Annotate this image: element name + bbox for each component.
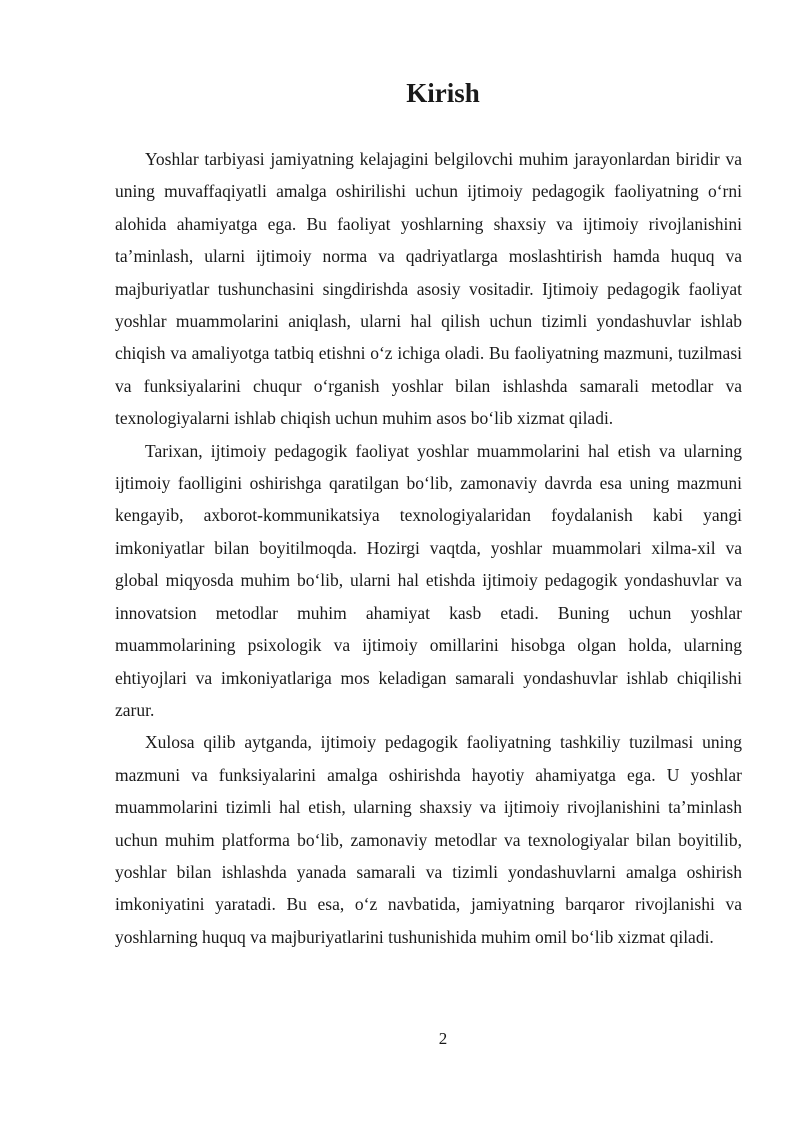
paragraph-3: Xulosa qilib aytganda, ijtimoiy pedagogik faoliyatning tashkiliy tuzilmasi uning mazmuni va funksiyalarini amalga oshirishda hayotiy ahamiyatga ega. U yoshlar muammolarini tizimli hal etish, ularning shaxsiy va ijtimoiy rivojlanishini ta’minlash uchun muhim platforma bo‘lib, zamonaviy metodlar va texnologiyalar bilan boyitilib, yoshlar bilan ishlashda yanada samarali va tizimli yondashuvlarni amalga oshirish imkoniyatini yaratadi. Bu esa, o‘z navbatida, jamiyatning barqaror rivojlanishi va yoshlarning huquq va majburiyatlarini tushunishida muhim omil bo‘lib xizmat qiladi. — [115, 732, 742, 947]
page-title: Kirish — [406, 78, 480, 108]
page-number: 2 — [438, 1029, 448, 1048]
paragraph-1: Yoshlar tarbiyasi jamiyatning kelajagini belgilovchi muhim jarayonlardan biridir va uning muvaffaqiyatli amalga oshirilishi uchun ijtimoiy pedagogik faoliyatning o‘rni alohida ahamiyatga ega. Bu faoliyat yoshlarning shaxsiy va ijtimoiy rivojlanishini ta’minlash, ularni ijtimoiy norma va qadriyatlarga moslashtirish hamda huquq va majburiyatlar tushunchasini singdirishda asosiy vositadir. Ijtimoiy pedagogik faoliyat yoshlar muammolarini aniqlash, ularni hal qilish uchun tizimli yondashuvlar ishlab chiqish va amaliyotga tatbiq etishni o‘z ichiga oladi. Bu faoliyatning mazmuni, tuzilmasi va funksiyalarini chuqur o‘rganish yoshlar bilan ishlashda samarali metodlar va texnologiyalarni ishlab chiqish uchun muhim asos bo‘lib xizmat qiladi. — [115, 149, 742, 429]
document-body — [115, 143, 742, 953]
paragraph-2: Tarixan, ijtimoiy pedagogik faoliyat yoshlar muammolarini hal etish va ularning ijtimoiy faolligini oshirishga qaratilgan bo‘lib, zamonaviy davrda esa uning mazmuni kengayib, axborot-kommunikatsiya texnologiyalaridan foydalanish kabi yangi imkoniyatlar bilan boyitilmoqda. Hozirgi vaqtda, yoshlar muammolari xilma-xil va global miqyosda muhim bo‘lib, ularni hal etishda ijtimoiy pedagogik yondashuvlar va innovatsion metodlar muhim ahamiyat kasb etadi. Buning uchun yoshlar muammolarining psixologik va ijtimoiy omillarini hisobga olgan holda, ularning ehtiyojlari va imkoniyatlariga mos keladigan samarali yondashuvlar ishlab chiqilishi zarur. — [115, 440, 742, 720]
